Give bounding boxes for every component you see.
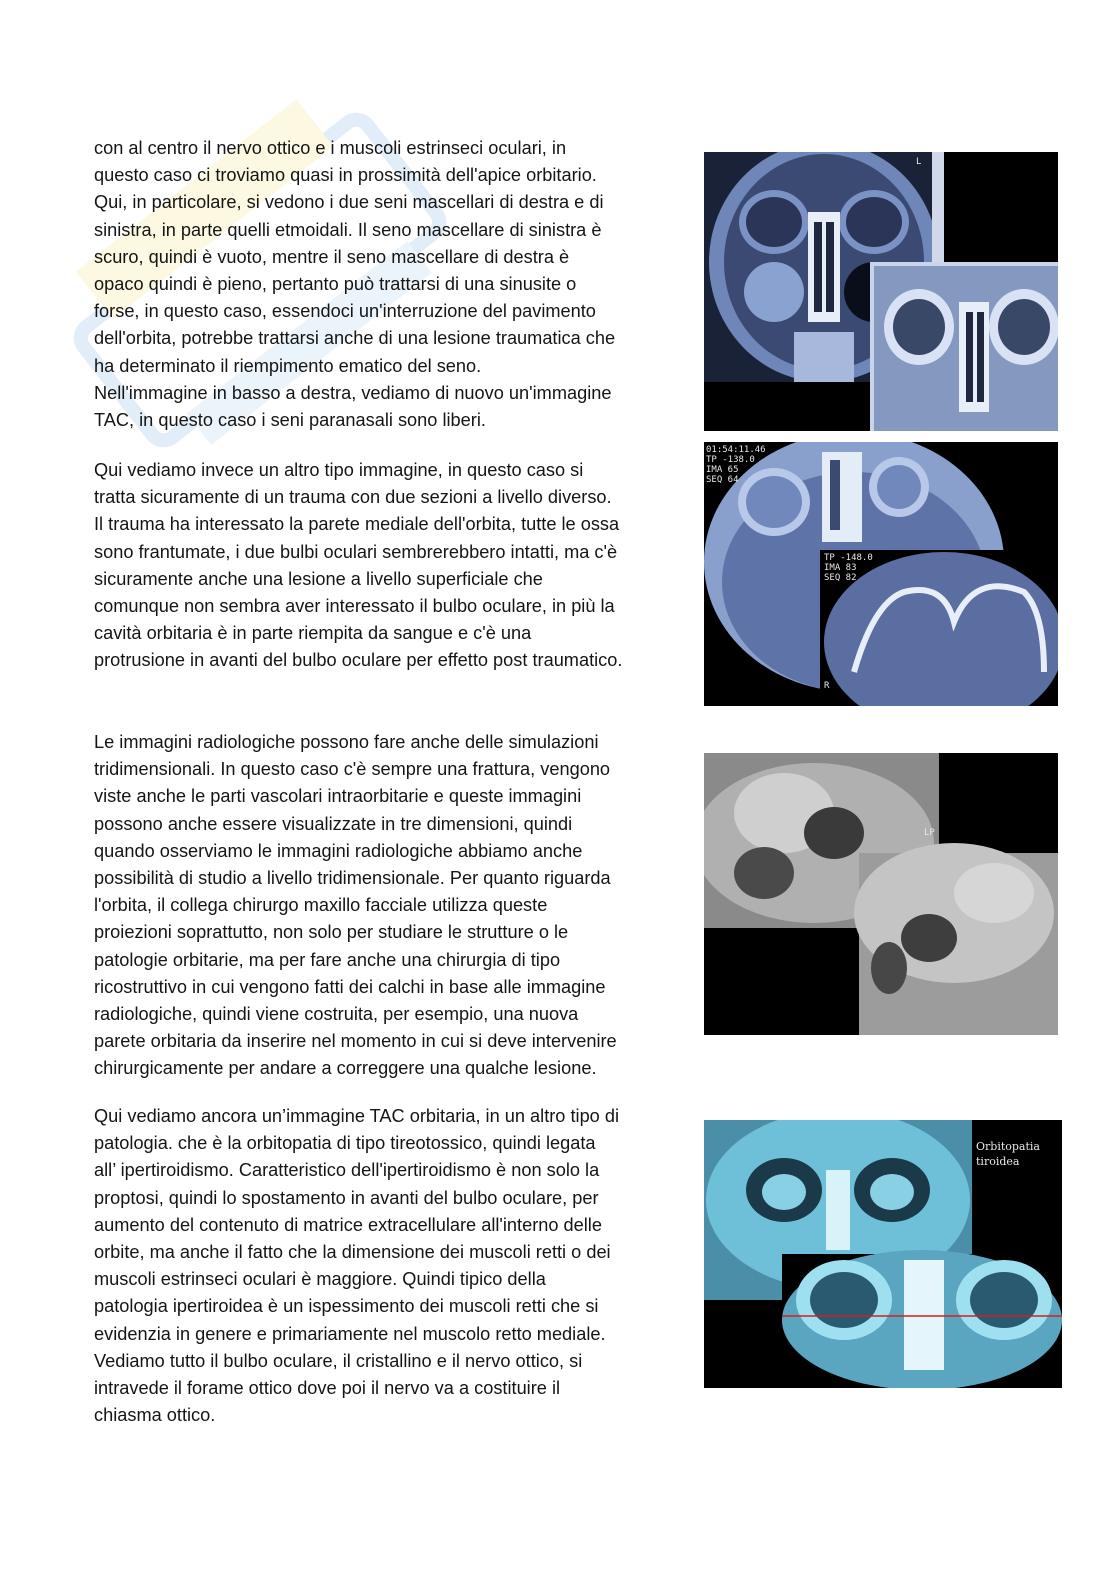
paragraph-trauma-description: Qui vediamo invece un altro tipo immagine, in questo caso si tratta sicuramente di un trauma con due sezioni a livello diverso. Il trauma ha interessato la parete mediale dell'orbita, tutte le ossa sono frantumate, i due bulbi oculari sembrerebbero intatti, ma c'è sicuramente anche una lesione a livello superficiale che comunque non sembra aver interessato il bulbo oculare, in più la cavità orbitaria è in parte riempita da sangue e c'è una protrusione in avanti del bulbo oculare per effetto post traumatico. [94, 460, 623, 671]
fig2-inset-seq: SEQ 82 [824, 573, 857, 583]
fig4-caption-line1: Orbitopatia [976, 1140, 1040, 1153]
fig4-caption-line2: tiroidea [976, 1155, 1020, 1168]
figure-ct-trauma [704, 442, 1058, 706]
ct-thyroid-image [704, 1120, 1062, 1388]
fig3-lp-label: LP [924, 828, 935, 838]
fig1-label-l: L [916, 157, 922, 167]
figure-ct-thyroid-orbitopathy [704, 1120, 1062, 1388]
fig2-seq: SEQ 64 [706, 475, 739, 485]
figure-3d-reconstruction [704, 753, 1058, 1035]
fig2-inset-ima: IMA 83 [824, 563, 857, 573]
3d-reconstruction-image [704, 753, 1058, 1035]
ct-trauma-image [704, 442, 1058, 706]
paragraph-sinus-description: con al centro il nervo ottico e i muscoli estrinseci oculari, in questo caso ci troviamo quasi in prossimità dell'apice orbitario. Qui, in particolare, si vedono i due seni mascellari di destra e di sinistra, in parte quelli etmoidali. Il seno mascellare di sinistra è scuro, quindi è vuoto, mentre il seno mascellare di destra è opaco quindi è pieno, pertanto può trattarsi di una sinusite o forse, in questo caso, essendoci un'interruzione del pavimento dell'orbita, potrebbe trattarsi anche di una lesione traumatica che ha determinato il riempimento ematico del seno. Nell'immagine in basso a destra, vediamo di nuovo un'immagine TAC, in questo caso i seni paranasali sono liberi. [94, 138, 616, 431]
paragraph-3d-simulation: Le immagini radiologiche possono fare anche delle simulazioni tridimensionali. In questo caso c'è sempre una frattura, vengono viste anche le parti vascolari intraorbitarie e queste immagini possono anche essere visualizzate in tre dimensioni, quindi quando osserviamo le immagini radiologiche abbiamo anche possibilità di studio a livello tridimensionale. Per quanto riguarda l'orbita, il collega chirurgo maxillo facciale utilizza queste proiezioni soprattutto, non solo per studiare le strutture o le patologie orbitarie, ma per fare anche una chirurgia di tipo ricostruttivo in cui vengono fatti dei calchi in base alle immagine radiologiche, quindi viene costruita, per esempio, una nuova parete orbitaria da inserire nel momento in cui si deve intervenire chirurgicamente per andare a correggere una qualche lesione. [94, 732, 617, 1079]
fig2-r-label: R [824, 681, 830, 691]
figure-ct-sinuses [704, 152, 1058, 431]
fig2-ima: IMA 65 [706, 465, 739, 475]
fig2-tp: TP -138.0 [706, 455, 755, 465]
fig2-time: 01:54:11.46 [706, 445, 766, 455]
paragraph-thyroid-orbitopathy: Qui vediamo ancora un’immagine TAC orbitaria, in un altro tipo di patologia. che è la orbitopatia di tipo tireotossico, quindi legata all’ ipertiroidismo. Caratteristico dell'ipertiroidismo è non solo la proptosi, quindi lo spostamento in avanti del bulbo oculare, per aumento del contenuto di matrice extracellulare all'interno delle orbite, ma anche il fatto che la dimensione dei muscoli retti o dei muscoli estrinseci oculari è maggiore. Quindi tipico della patologia ipertiroidea è un ispessimento dei muscoli retti che si evidenzia in genere e primariamente nel muscolo retto mediale. Vediamo tutto il bulbo oculare, il cristallino e il nervo ottico, si intravede il forame ottico dove poi il nervo va a costituire il chiasma ottico. [94, 1106, 620, 1426]
ct-sinuses-image [704, 152, 1058, 431]
fig2-inset-tp: TP -148.0 [824, 553, 873, 563]
